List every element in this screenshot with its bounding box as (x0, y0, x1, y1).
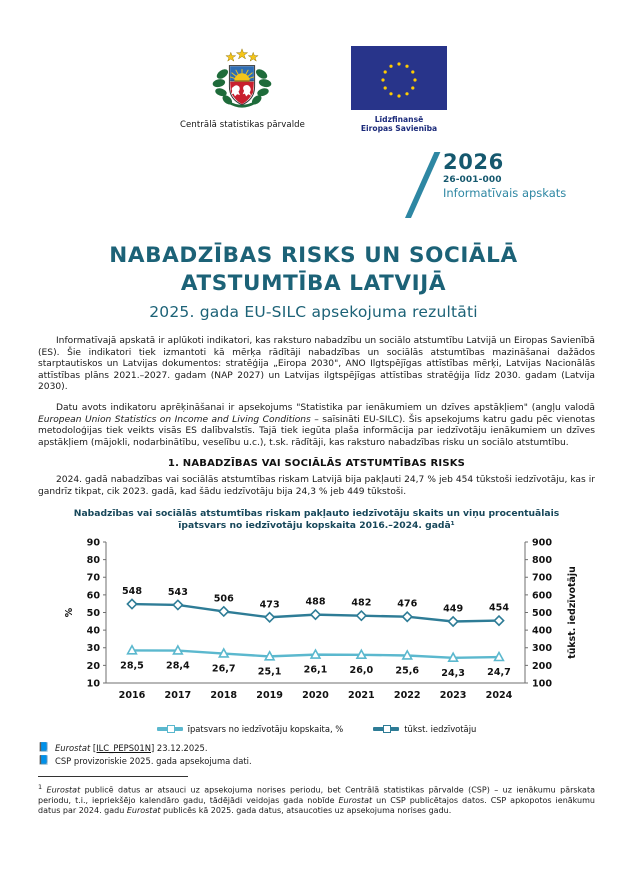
svg-text:2017: 2017 (164, 689, 192, 701)
svg-text:25,1: 25,1 (257, 665, 282, 677)
svg-text:20: 20 (86, 660, 100, 672)
footnote-seg5: Eurostat (126, 806, 161, 816)
svg-text:476: 476 (397, 598, 418, 610)
svg-text:2021: 2021 (348, 689, 375, 701)
svg-text:500: 500 (532, 607, 553, 619)
footnote-seg4: un CSP publicētajos datos. CSP apkopotos ienākumu datus par 2024. gadu (38, 795, 595, 816)
chart-canvas (38, 536, 595, 726)
section-1-paragraph: 2024. gadā nabadzības vai sociālās atstumtības riskam Latvijā bija pakļauti 24,7 % jeb 454 tūkstoši iedzīvotāju, kas ir gandrīz tikpat, cik 2023. gadā, kad šādu iedzīvotāju bija 24,3 % jeb 449 tūkstoši. (38, 475, 595, 497)
svg-text:70: 70 (86, 572, 100, 584)
source-list (38, 742, 595, 767)
svg-text:100: 100 (532, 677, 553, 689)
book-icon: 📘 (38, 742, 50, 753)
eu-flag-icon (351, 46, 447, 110)
intro-p2-italic: European Union Statistics on Income and Living Conditions (38, 414, 311, 425)
page-subtitle: 2025. gada EU-SILC apsekojuma rezultāti (149, 303, 478, 321)
svg-text:2018: 2018 (210, 689, 238, 701)
svg-text:473: 473 (259, 598, 280, 610)
svg-text:26,0: 26,0 (349, 664, 374, 676)
footnote-seg6: publicēs kā 2025. gada datus, atsaucoties uz apsekojuma norises gadu. (160, 806, 452, 816)
svg-text:543: 543 (167, 586, 188, 598)
svg-text:200: 200 (532, 660, 553, 672)
csp-logo-caption: Centrālā statistikas pārvalde (180, 120, 305, 130)
csp-logo-block (180, 46, 305, 130)
badge-code: 26-001-000 (443, 175, 502, 185)
svg-text:50: 50 (86, 607, 100, 619)
svg-text:2019: 2019 (256, 689, 283, 701)
svg-text:600: 600 (532, 589, 553, 601)
svg-text:28,5: 28,5 (120, 659, 144, 671)
svg-text:10: 10 (86, 677, 100, 689)
badge-kind: Informatīvais apskats (443, 186, 567, 200)
source-row-csp (38, 755, 595, 767)
svg-text:2023: 2023 (439, 689, 467, 701)
svg-text:60: 60 (86, 589, 100, 601)
source-text-eurostat (55, 742, 208, 754)
svg-text:2020: 2020 (302, 689, 329, 701)
footnote-1 (38, 782, 595, 817)
chart-title (38, 508, 595, 532)
latvia-coat-of-arms-icon (207, 46, 277, 116)
source-text-csp: CSP provizoriskie 2025. gada apsekojuma dati. (55, 755, 252, 766)
svg-text:400: 400 (532, 625, 553, 637)
source-eurostat-label: Eurostat (55, 742, 91, 753)
svg-text:24,3: 24,3 (441, 667, 465, 679)
intro-p2-seg2: – saīsināti EU-SILC). Šis apsekojums katru gadu pēc vienotas metodoloģijas tiek veikts visās ES dalībvalstīs. Tajā tiek iegūta plaša informācija par iedzīvotāju ienākumiem un dzīves apstākļiem (mājokli, nodarbinātību, veselību u.c.), t.sk. rādītāji, kas raksturo nabadzības risku un sociālo atstumtību. (38, 414, 595, 448)
svg-text:26,7: 26,7 (211, 663, 236, 675)
footnote-seg2: publicē datus ar atsauci uz apsekojuma norises periodu, bet Centrālā statistikas pārvalde (CSP) – uz ienākumu pārskata periodu, t.i., iepriekšējo kalendāro gadu, tādējādi veidojas gada nobīde (38, 785, 596, 805)
footnote-marker: 1 (38, 782, 43, 791)
svg-text:2022: 2022 (393, 689, 421, 701)
svg-text:900: 900 (532, 536, 553, 548)
page-title: NABADZĪBAS RISKS UN SOCIĀLĀ ATSTUMTĪBA LATVIJĀ (109, 243, 518, 296)
svg-text:28,4: 28,4 (166, 660, 190, 672)
svg-text:482: 482 (351, 597, 372, 609)
svg-text:488: 488 (305, 596, 326, 608)
poverty-risk-line-chart (38, 536, 595, 726)
svg-text:26,1: 26,1 (303, 664, 328, 676)
svg-text:449: 449 (443, 603, 464, 615)
source-row-eurostat (38, 742, 595, 754)
svg-text:30: 30 (86, 642, 100, 654)
svg-text:80: 80 (86, 554, 100, 566)
svg-text:506: 506 (213, 592, 234, 604)
eu-caption-line1: Līdzfinansē (374, 115, 424, 124)
badge-slash-decor (405, 152, 440, 218)
footnote-divider (38, 776, 188, 777)
badge-year: 2026 (443, 150, 504, 174)
intro-paragraph-1: Informatīvajā apskatā ir aplūkoti indikatori, kas raksturo nabadzību un sociālo atstumtību Latvijā un Eiropas Savienībā (ES). Šie indikatori tiek izmantoti kā mērķa rādītāji nabadzības un sociālās atstumtības mazināšanai dažādos starptautiskos un Latvijas dokumentos: stratēģija „Eiropa 2030", ANO Ilgtspējīgas attīstības mērķi, Latvijas Nacionālās attīstības plāns 2021.–2027. gadam (NAP 2027) un Latvijas ilgtspējīgas attīstības stratēģija līdz 2030. gadam (Latvija 2030). (38, 336, 595, 393)
section-1-heading: 1. NABADZĪBAS VAI SOCIĀLĀS ATSTUMTĪBAS RISKS (167, 458, 466, 470)
legend-swatch-thousands (373, 727, 399, 731)
legend-label-percent: īpatsvars no iedzīvotāju kopskaita, % (187, 723, 344, 734)
eu-logo-caption (361, 115, 437, 134)
svg-text:800: 800 (532, 554, 553, 566)
svg-text:25,6: 25,6 (395, 665, 420, 677)
legend-label-thousands: tūkst. iedzīvotāju (404, 723, 477, 734)
svg-text:300: 300 (532, 642, 553, 654)
year-badge (405, 150, 620, 222)
svg-text:548: 548 (121, 585, 143, 597)
footnote-seg3: Eurostat (338, 795, 373, 805)
document-content (38, 336, 595, 817)
intro-p2-seg1: Datu avots indikatoru aprēķināšanai ir apsekojums "Statistika par ienākumiem un dzīves apstākļiem" (angļu valodā (56, 402, 595, 413)
svg-text:2016: 2016 (118, 689, 146, 701)
svg-text:700: 700 (532, 572, 553, 584)
footnote-seg1: Eurostat (46, 785, 81, 795)
svg-text:24,7: 24,7 (487, 666, 511, 678)
svg-text:tūkst. iedzīvotāju: tūkst. iedzīvotāju (567, 565, 578, 659)
chart-title-line1: Nabadzības vai sociālās atstumtības riskam pakļauto iedzīvotāju skaits un viņu procentuālais (73, 507, 560, 519)
svg-text:%: % (64, 607, 75, 617)
eu-logo-block (351, 46, 447, 134)
chart-title-line2: īpatsvars no iedzīvotāju kopskaita 2016.–2024. gadā¹ (178, 519, 455, 531)
header-logos (0, 0, 627, 134)
eurostat-dataset-link[interactable]: [ILC_PEPS01N] (92, 742, 155, 753)
book-icon: 📘 (38, 755, 50, 766)
svg-text:90: 90 (86, 536, 100, 548)
intro-paragraph-2 (38, 403, 595, 449)
svg-text:2024: 2024 (485, 689, 513, 701)
legend-swatch-percent (157, 727, 183, 731)
svg-text:454: 454 (488, 602, 510, 614)
source-eurostat-date: 23.12.2025. (154, 742, 208, 753)
eu-caption-line2: Eiropas Savienība (360, 124, 438, 134)
svg-text:40: 40 (86, 625, 100, 637)
